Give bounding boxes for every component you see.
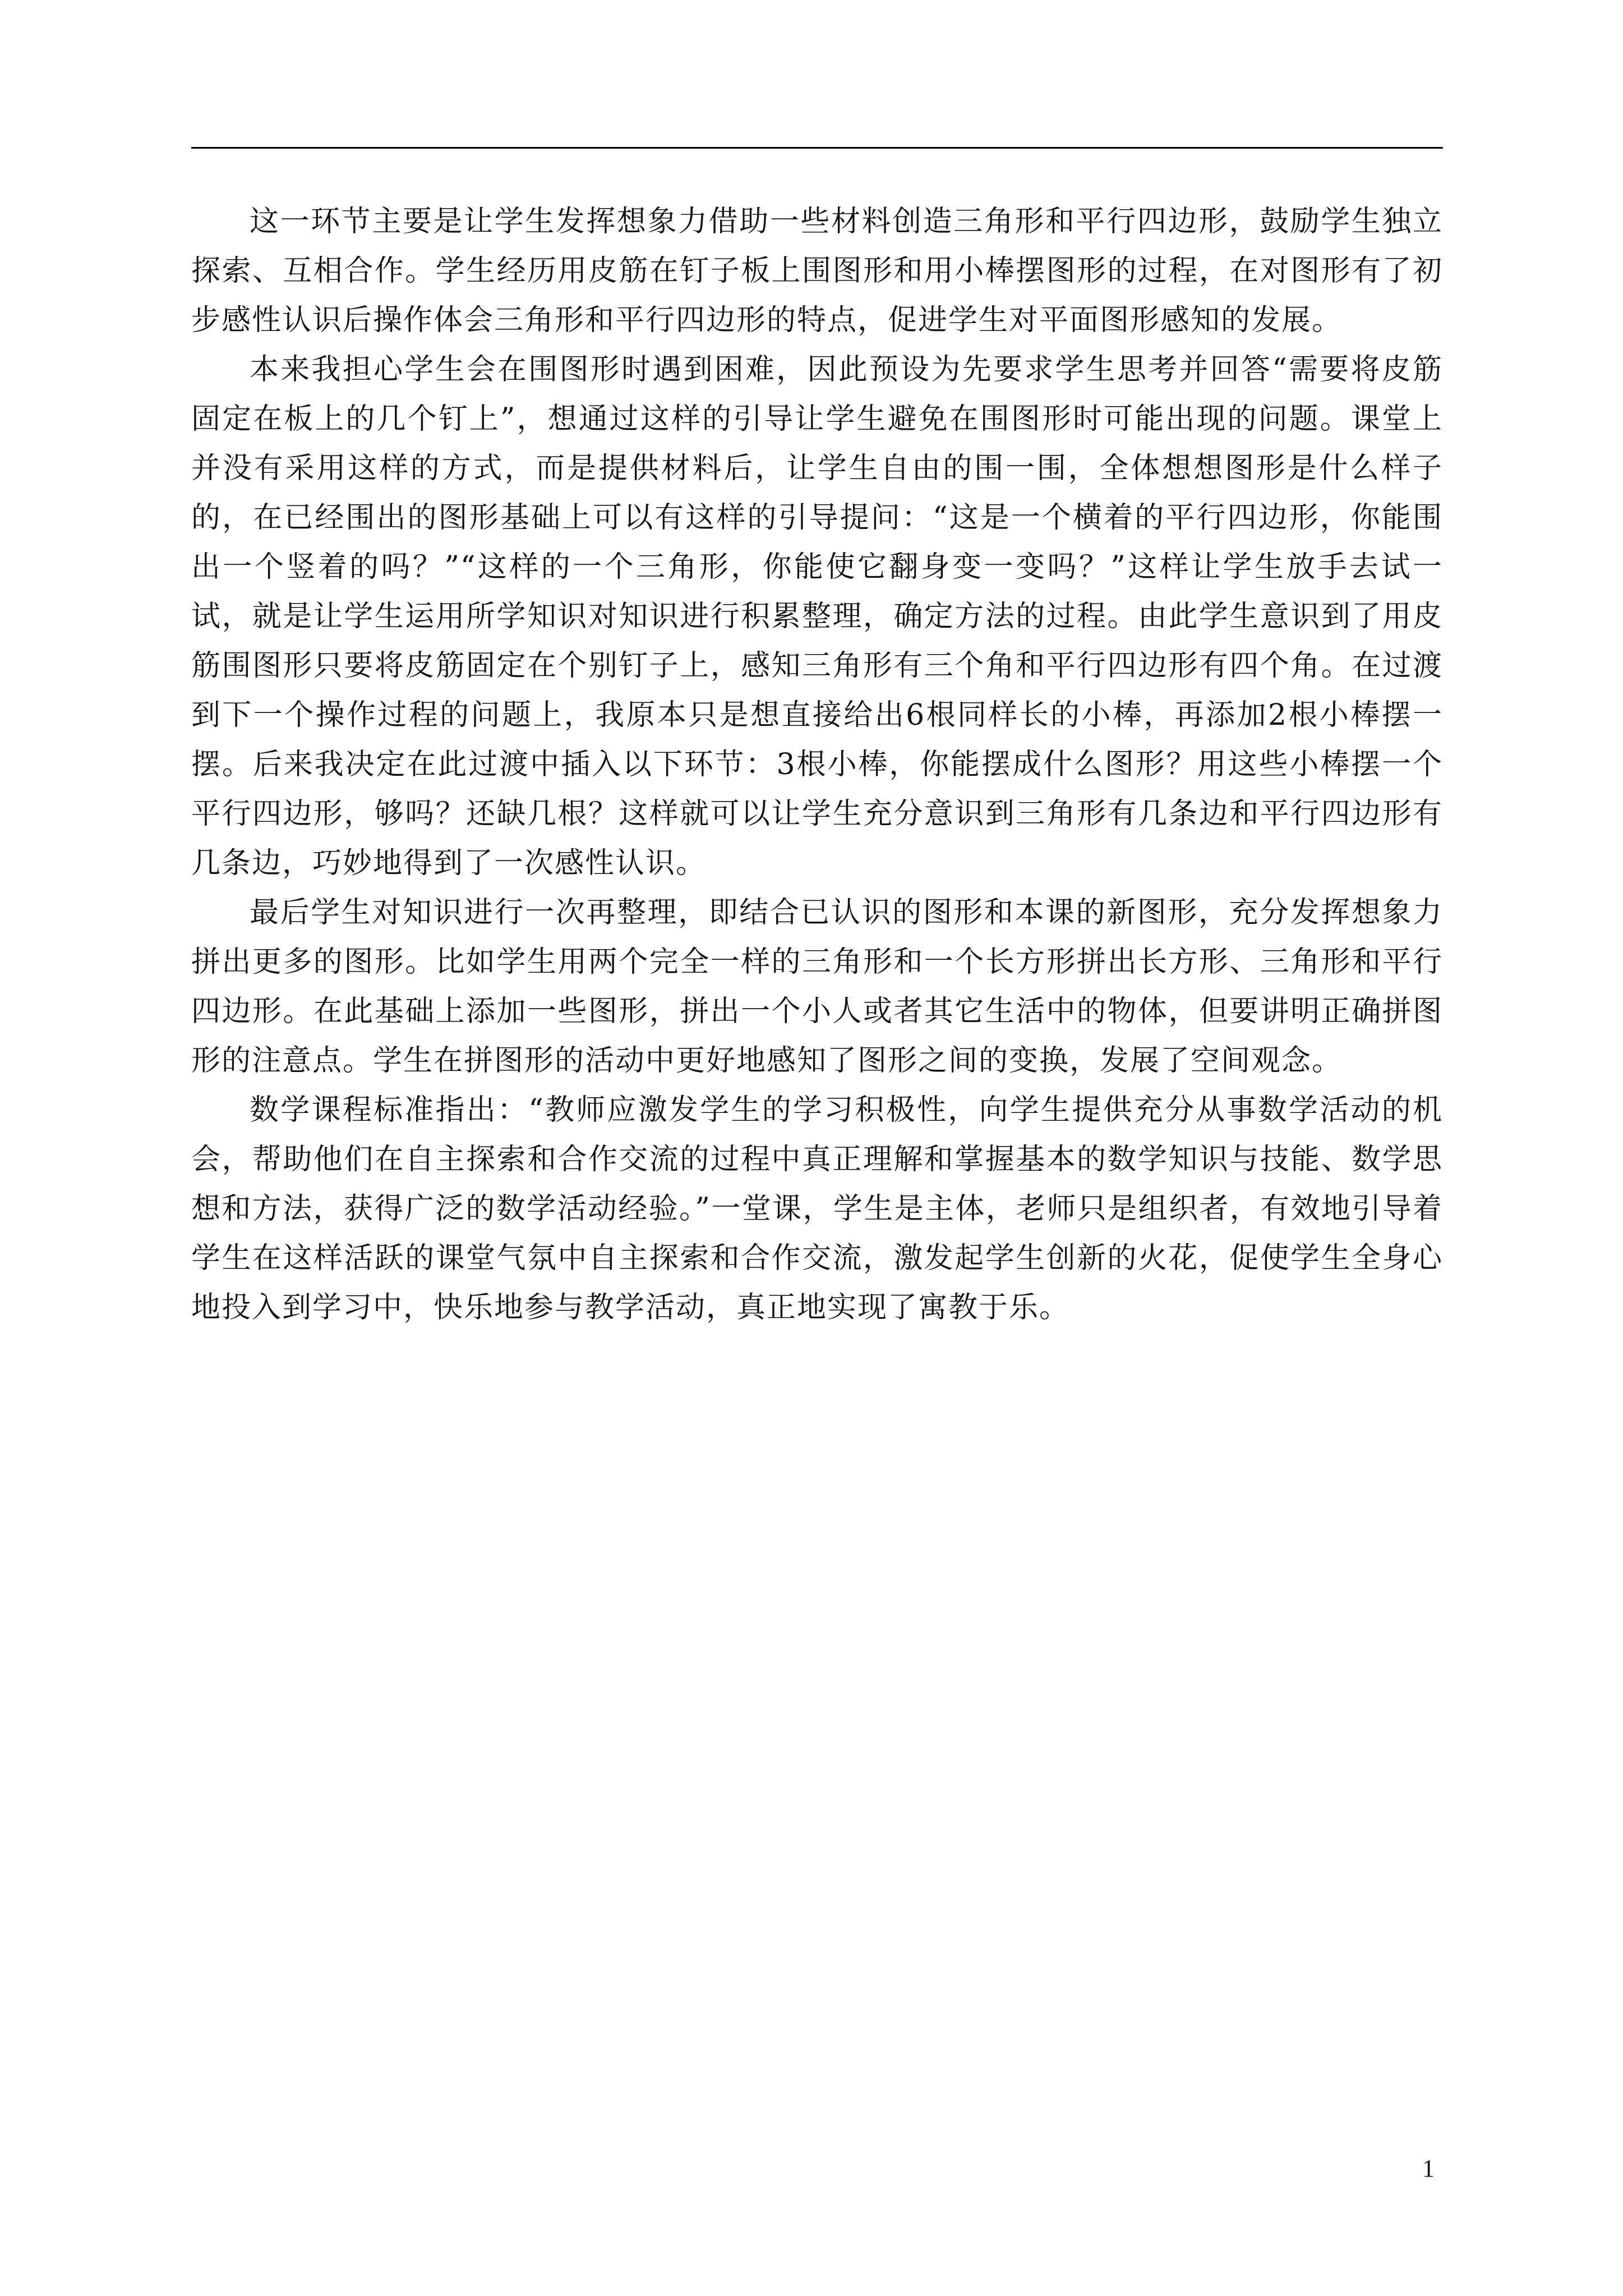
- paragraph-1: 这一环节主要是让学生发挥想象力借助一些材料创造三角形和平行四边形，鼓励学生独立探索、互相合作。学生经历用皮筋在钉子板上围图形和用小棒摆图形的过程，在对图形有了初步感性认识后操作体会三角形和平行四边形的特点，促进学生对平面图形感知的发展。: [191, 205, 1443, 337]
- paragraph-4: 数学课程标准指出：“教师应激发学生的学习积极性，向学生提供充分从事数学活动的机会，帮助他们在自主探索和合作交流的过程中真正理解和掌握基本的数学知识与技能、数学思想和方法，获得广泛的数学活动经验。”一堂课，学生是主体，老师只是组织者，有效地引导着学生在这样活跃的课堂气氛中自主探索和合作交流，激发起学生创新的火花，促使学生全身心地投入到学习中，快乐地参与教学活动，真正地实现了寓教于乐。: [191, 1093, 1443, 1324]
- document-body: [191, 197, 1443, 1332]
- page-number: 1: [1422, 2155, 1435, 2182]
- paragraph-2: 本来我担心学生会在围图形时遇到困难，因此预设为先要求学生思考并回答“需要将皮筋固定在板上的几个钉上”，想通过这样的引导让学生避免在围图形时可能出现的问题。课堂上并没有采用这样的方式，而是提供材料后，让学生自由的围一围，全体想想图形是什么样子的，在已经围出的图形基础上可以有这样的引导提问：“这是一个横着的平行四边形，你能围出一个竖着的吗？”“这样的一个三角形，你能使它翻身变一变吗？”这样让学生放手去试一试，就是让学生运用所学知识对知识进行积累整理，确定方法的过程。由此学生意识到了用皮筋围图形只要将皮筋固定在个别钉子上，感知三角形有三个角和平行四边形有四个角。在过渡到下一个操作过程的问题上，我原本只是想直接给出6根同样长的小棒，再添加2根小棒摆一摆。后来我决定在此过渡中插入以下环节：3根小棒，你能摆成什么图形？用这些小棒摆一个平行四边形，够吗？还缺几根？这样就可以让学生充分意识到三角形有几条边和平行四边形有几条边，巧妙地得到了一次感性认识。: [191, 353, 1443, 880]
- paragraph-3: 最后学生对知识进行一次再整理，即结合已认识的图形和本课的新图形，充分发挥想象力拼出更多的图形。比如学生用两个完全一样的三角形和一个长方形拼出长方形、三角形和平行四边形。在此基础上添加一些图形，拼出一个小人或者其它生活中的物体，但要讲明正确拼图形的注意点。学生在拼图形的活动中更好地感知了图形之间的变换，发展了空间观念。: [191, 896, 1443, 1078]
- header-divider: [191, 147, 1443, 149]
